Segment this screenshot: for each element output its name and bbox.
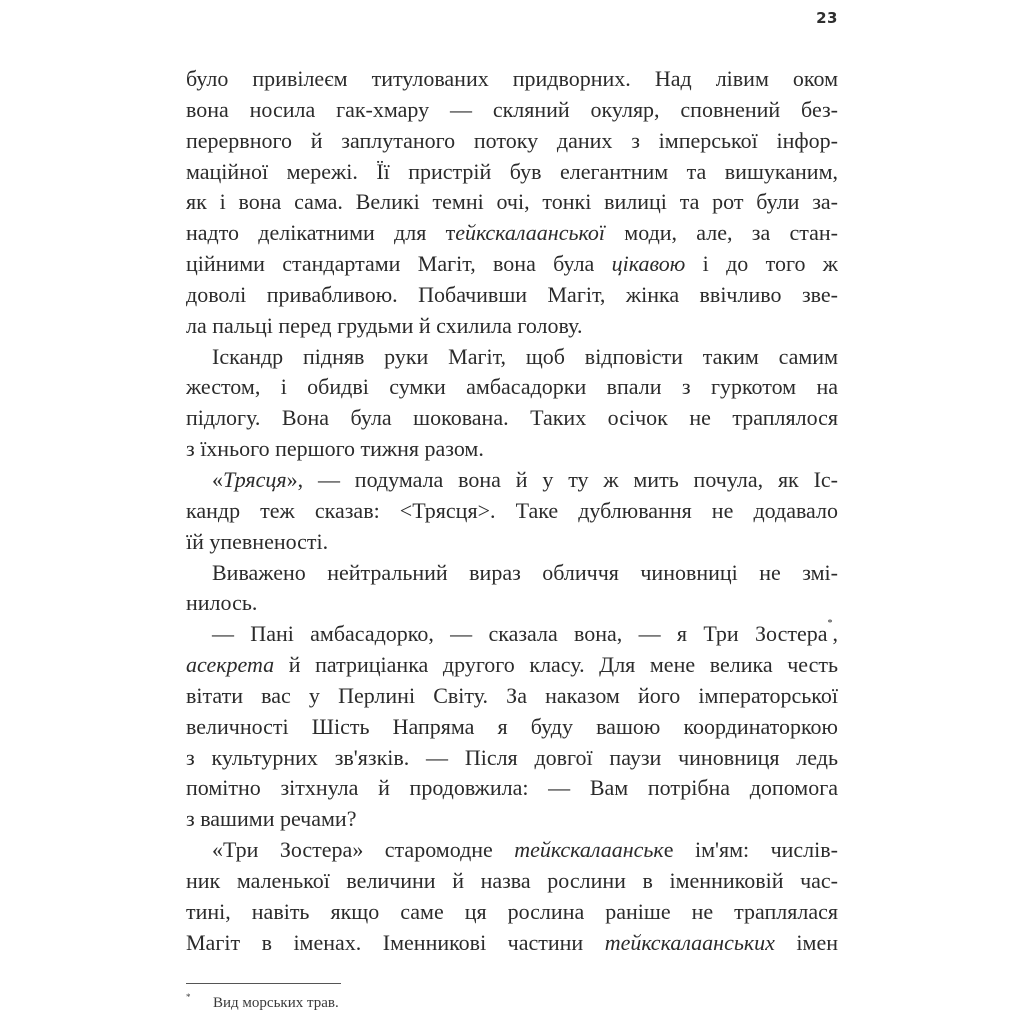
footnote-divider [186,983,341,984]
text-line: помітно зітхнула й продовжила: — Вам потрібна допомога [186,775,838,801]
text-line: з вашими речами? [186,806,357,832]
text-line: їй упевненості. [186,528,329,554]
footnote-mark: * [186,992,191,1002]
text-line: величності Шість Напряма я буду вашою координаторкою [186,713,838,739]
text-line: підлогу. Вона була шокована. Таких осічок не траплялося [186,405,838,431]
footnote-text: Вид морських трав. [213,995,339,1011]
body-text [186,64,838,958]
text-line: Магіт в іменах. Іменникові частини тейкскалаанських імен [186,929,838,955]
text-line: жестом, і обидві сумки амбасадорки впали з гуркотом на [186,374,838,400]
text-line: Іскандр підняв руки Магіт, щоб відповісти таким самим [212,343,838,369]
text-line: кандр теж сказав: <Трясця>. Таке дублювання не додавало [186,497,838,523]
text-line: вона носила гак-хмару — скляний окуляр, сповнений без- [186,96,838,122]
text-line: було привілеєм титулованих придворних. Над лівим оком [186,66,838,91]
italic-term: тейкскалаанських [604,929,775,955]
text-line: як і вона сама. Великі темні очі, тонкі вилиці та рот були за- [186,189,838,215]
text-line: «Три Зостера» старомодне тейкскалаанське ім'ям: числів- [212,837,838,863]
text-line: з їхнього першого тижня разом. [186,436,484,462]
text-line: нилось. [186,590,258,616]
text-line: тині, навіть якщо саме ця рослина раніше не траплялася [186,898,838,924]
text-line: з культурних зв'язків. — Після довгої паузи чиновниця ледь [186,744,838,770]
text-line: вітати вас у Перлині Світу. За наказом його імператорської [186,682,838,708]
text-line: ла пальці перед грудьми й схилила голову. [186,312,583,338]
footnote [186,992,586,1015]
italic-term: асекрета [186,652,275,678]
italic-term: Трясця [223,466,287,492]
italic-term: цікавою [611,251,686,277]
text-line: перервного й заплутаного потоку даних з імперської інфор- [186,127,838,153]
footnote-reference[interactable]: * [827,619,833,630]
page-number: 23 [816,9,838,27]
text-line: Виважено нейтральний вираз обличчя чиновниці не змі- [212,559,838,585]
text-line: доволі привабливою. Побачивши Магіт, жінка ввічливо зве- [186,281,838,307]
text-line: маційної мережі. Її пристрій був елегантним та вишуканим, [186,158,838,184]
text-line: «Трясця», — подумала вона й у ту ж мить почула, як Іс- [212,466,838,492]
text-line: надто делікатними для тейкскалаанської моди, але, за стан- [186,220,838,246]
italic-term: ейкскалаанської [455,220,606,246]
text-line: ник маленької величини й назва рослини в іменниковій час- [186,867,838,893]
italic-term: тейкскалаанськ [514,837,664,863]
text-line: ційними стандартами Магіт, вона була цікавою і до того ж [186,251,838,277]
text-line: — Пані амбасадорко, — сказала вона, — я Три Зостера*, [212,619,838,647]
text-line: асекрета й патриціанка другого класу. Для мене велика честь [186,652,838,678]
